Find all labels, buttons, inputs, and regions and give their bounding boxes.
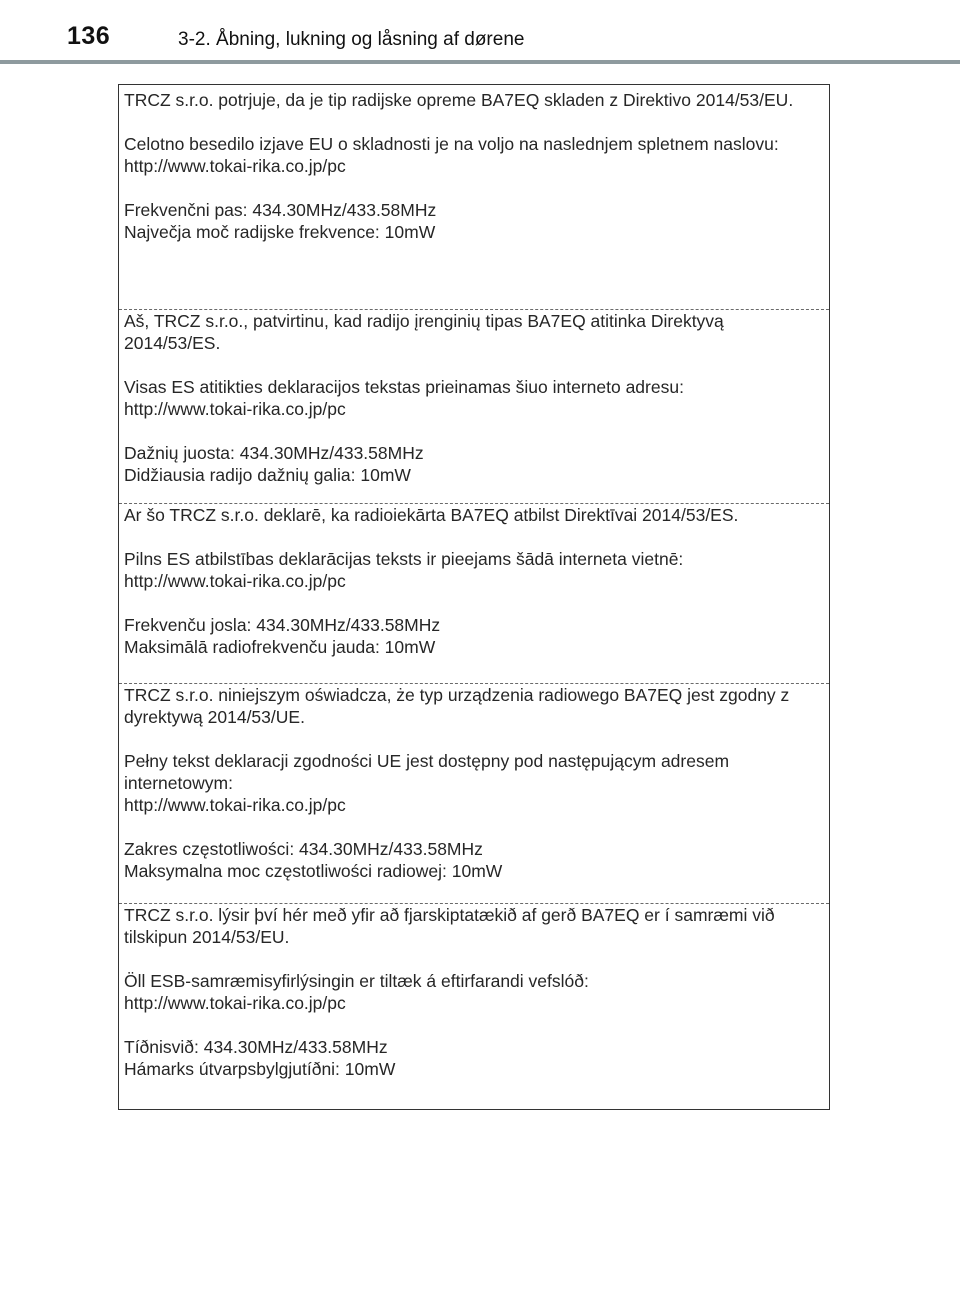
declaration-url: http://www.tokai-rika.co.jp/pc — [124, 993, 346, 1013]
declaration-frequency: Frekvenčni pas: 434.30MHz/433.58MHz — [124, 200, 437, 220]
declaration-power: Maksymalna moc częstotliwości radiowej: 10mW — [124, 861, 503, 881]
declaration-icelandic — [119, 903, 829, 1080]
section-title: 3-2. Åbning, lukning og låsning af dørene — [178, 29, 525, 50]
page-header — [0, 0, 960, 66]
declaration-full-text: Pilns ES atbilstības deklarācijas teksts ir pieejams šādā interneta vietnē: — [124, 549, 684, 569]
declaration-full-text: Celotno besedilo izjave EU o skladnosti je na voljo na naslednjem spletnem naslovu: — [124, 134, 779, 154]
declaration-full-text: Visas ES atitikties deklaracijos tekstas prieinamas šiuo interneto adresu: — [124, 377, 684, 397]
declaration-slovenian — [119, 89, 829, 243]
declaration-full-text: Pełny tekst deklaracji zgodności UE jest dostępny pod następującym adresem internetowym: — [124, 751, 730, 793]
declaration-statement: TRCZ s.r.o. lýsir því hér með yfir að fjarskiptatækið af gerð BA7EQ er í samræmi við tilskipun 2014/53/EU. — [124, 905, 775, 947]
declaration-power: Maksimālā radiofrekvenču jauda: 10mW — [124, 637, 436, 657]
declaration-latvian — [119, 503, 829, 658]
declaration-url: http://www.tokai-rika.co.jp/pc — [124, 571, 346, 591]
declaration-box — [118, 84, 830, 1110]
declaration-url: http://www.tokai-rika.co.jp/pc — [124, 399, 346, 419]
declaration-lithuanian — [119, 309, 829, 486]
declaration-frequency: Frekvenču josla: 434.30MHz/433.58MHz — [124, 615, 441, 635]
declaration-power: Hámarks útvarpsbylgjutíðni: 10mW — [124, 1059, 396, 1079]
declaration-statement: Aš, TRCZ s.r.o., patvirtinu, kad radijo įrenginių tipas BA7EQ atitinka Direktyvą 2014/53/ES. — [124, 311, 724, 353]
declaration-power: Didžiausia radijo dažnių galia: 10mW — [124, 465, 411, 485]
declaration-power: Največja moč radijske frekvence: 10mW — [124, 222, 436, 242]
declaration-frequency: Zakres częstotliwości: 434.30MHz/433.58MHz — [124, 839, 483, 859]
declaration-url: http://www.tokai-rika.co.jp/pc — [124, 156, 346, 176]
declaration-frequency: Tíðnisvið: 434.30MHz/433.58MHz — [124, 1037, 388, 1057]
header-divider — [0, 60, 960, 64]
declaration-url: http://www.tokai-rika.co.jp/pc — [124, 795, 346, 815]
declaration-full-text: Öll ESB-samræmisyfirlýsingin er tiltæk á eftirfarandi vefslóð: — [124, 971, 589, 991]
declaration-statement: Ar šo TRCZ s.r.o. deklarē, ka radioiekārta BA7EQ atbilst Direktīvai 2014/53/ES. — [124, 505, 739, 525]
page-number: 136 — [67, 22, 111, 50]
declaration-statement: TRCZ s.r.o. niniejszym oświadcza, że typ urządzenia radiowego BA7EQ jest zgodny z dyrektywą 2014/53/UE. — [124, 685, 790, 727]
declaration-statement: TRCZ s.r.o. potrjuje, da je tip radijske opreme BA7EQ skladen z Direktivo 2014/53/EU. — [124, 90, 794, 110]
declaration-frequency: Dažnių juosta: 434.30MHz/433.58MHz — [124, 443, 424, 463]
declaration-polish — [119, 683, 829, 882]
